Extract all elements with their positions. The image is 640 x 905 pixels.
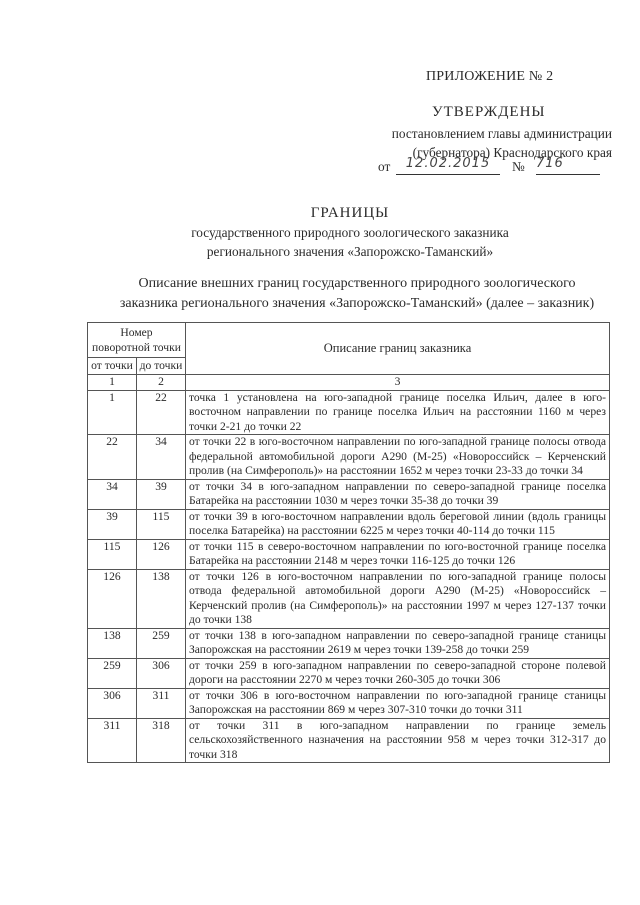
subtitle-line: заказника регионального значения «Запорожско-Таманский» (далее – заказник) (119, 296, 595, 311)
header-description: Описание границ заказника (186, 323, 610, 375)
from-point: 39 (88, 509, 137, 539)
from-label: от (378, 159, 391, 174)
from-point: 1 (88, 390, 137, 435)
boundary-description: от точки 115 в северо-восточном направлении по юго-восточной границе поселка Батарейка на расстоянии 2148 м через точки 116-125 до точки 126 (186, 539, 610, 569)
boundary-description: от точки 311 в юго-западном направлении по границе земель сельскохозяйственного назначения на расстоянии 958 м через точки 312-317 до точки 318 (186, 718, 610, 763)
boundary-description: от точки 138 в юго-западном направлении по северо-западной границе станицы Запорожская на расстоянии 2619 м через точки 139-258 до точки 259 (186, 628, 610, 658)
to-point: 306 (137, 658, 186, 688)
to-point: 22 (137, 390, 186, 435)
title-line: государственного природного зоологического заказника (191, 225, 509, 240)
index-cell: 3 (186, 375, 610, 391)
from-point: 306 (88, 688, 137, 718)
boundary-description: от точки 259 в юго-западном направлении по северо-западной стороне полевой дороги на расстоянии 2270 м через точки 260-305 до точки 306 (186, 658, 610, 688)
from-point: 259 (88, 658, 137, 688)
decree-date: 12.02.2015 (396, 156, 500, 175)
table-row (88, 390, 610, 435)
table-row (88, 628, 610, 658)
table-row (88, 435, 610, 480)
appendix-label: ПРИЛОЖЕНИЕ № 2 (426, 69, 554, 84)
boundary-description: от точки 22 в юго-восточном направлении по юго-западной границе полосы отвода федеральной автомобильной дороги А290 (М-25) «Новороссийск – Керченский пролив (на Симферополь)» на расстоянии 1652 м через точки 23-33 до точки 34 (186, 435, 610, 480)
table-row (88, 569, 610, 628)
header-point-number: Номер поворотной точки (88, 323, 186, 358)
boundary-description: точка 1 установлена на юго-западной границе поселка Ильич, далее в юго-восточном направлении по границе поселка Ильич на расстоянии 1160 м через точки 2-21 до точки 22 (186, 390, 610, 435)
boundary-description: от точки 39 в юго-восточном направлении вдоль береговой линии (вдоль границы поселка Батарейка) на расстоянии 6225 м через точки 40-114 до точки 115 (186, 509, 610, 539)
to-point: 39 (137, 479, 186, 509)
to-point: 115 (137, 509, 186, 539)
table-row (88, 539, 610, 569)
boundary-description: от точки 126 в юго-восточном направлении по юго-западной границе полосы отвода федеральной автомобильной дороги А290 (М-25) «Новороссийск – Керченский пролив (на Симферополь)» на расстоянии 1997 м через 127-137 точки до точки 138 (186, 569, 610, 628)
to-point: 311 (137, 688, 186, 718)
from-point: 22 (88, 435, 137, 480)
subtitle-block (96, 274, 618, 314)
from-point: 126 (88, 569, 137, 628)
header-to: до точки (137, 358, 186, 375)
to-point: 259 (137, 628, 186, 658)
table-row (88, 688, 610, 718)
decree-line: постановлением главы администрации (391, 126, 612, 141)
from-point: 311 (88, 718, 137, 763)
number-sign: № (512, 159, 525, 174)
table-row (88, 658, 610, 688)
from-point: 115 (88, 539, 137, 569)
to-point: 126 (137, 539, 186, 569)
page-title: ГРАНИЦЫ (310, 205, 390, 221)
title-block (120, 203, 580, 261)
from-point: 34 (88, 479, 137, 509)
approved-label: УТВЕРЖДЕНЫ (432, 104, 546, 120)
boundary-table (87, 322, 610, 763)
subtitle-line: Описание внешних границ государственного природного зоологического (138, 276, 576, 291)
index-cell: 2 (137, 375, 186, 391)
table-row (88, 718, 610, 763)
from-point: 138 (88, 628, 137, 658)
boundary-description: от точки 306 в юго-восточном направлении по юго-западной границе станицы Запорожская на расстоянии 869 м через 307-310 точки до точки 311 (186, 688, 610, 718)
table-row (88, 509, 610, 539)
index-cell: 1 (88, 375, 137, 391)
decree-number: 716 (536, 156, 600, 175)
to-point: 318 (137, 718, 186, 763)
title-line: регионального значения «Запорожско-Таманский» (206, 244, 494, 259)
header-from: от точки (88, 358, 137, 375)
to-point: 138 (137, 569, 186, 628)
to-point: 34 (137, 435, 186, 480)
boundary-description: от точки 34 в юго-западном направлении по северо-западной границе поселка Батарейка на расстоянии 1030 м через точки 35-38 до точки 39 (186, 479, 610, 509)
decree-line: (губернатора) Краснодарского края (412, 145, 612, 160)
decree-date-line (376, 156, 606, 179)
table-row (88, 479, 610, 509)
